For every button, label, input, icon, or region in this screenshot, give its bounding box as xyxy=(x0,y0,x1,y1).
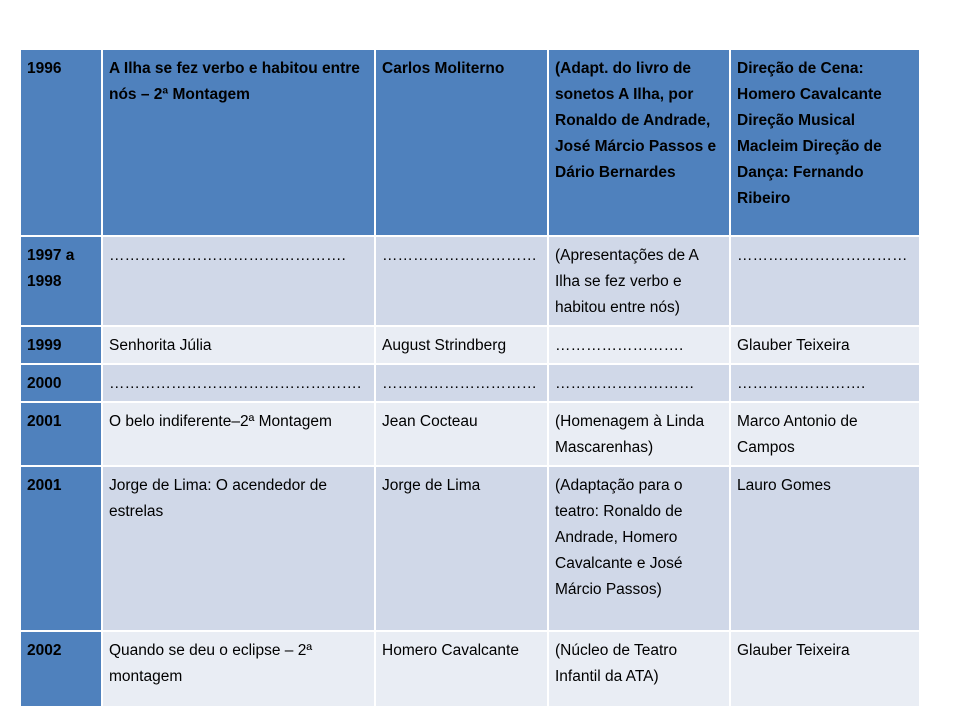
author-cell: Carlos Moliterno xyxy=(375,49,548,236)
title-cell: Senhorita Júlia xyxy=(102,326,375,364)
year-cell: 2001 xyxy=(20,466,102,631)
year-cell: 2001 xyxy=(20,402,102,466)
notes-cell: (Núcleo de Teatro Infantil da ATA) xyxy=(548,631,730,707)
productions-table xyxy=(19,48,921,708)
table-row xyxy=(20,466,920,631)
director-cell: Lauro Gomes xyxy=(730,466,920,631)
director-cell: …………………………… xyxy=(730,236,920,326)
director-cell: Glauber Teixeira xyxy=(730,631,920,707)
title-cell: Quando se deu o eclipse – 2ª montagem xyxy=(102,631,375,707)
notes-cell: (Adaptação para o teatro: Ronaldo de Andrade, Homero Cavalcante e José Márcio Passos) xyxy=(548,466,730,631)
table-row xyxy=(20,236,920,326)
year-cell: 1997 a 1998 xyxy=(20,236,102,326)
table-row xyxy=(20,364,920,402)
title-cell: O belo indiferente–2ª Montagem xyxy=(102,402,375,466)
year-cell: 2002 xyxy=(20,631,102,707)
title-cell: A Ilha se fez verbo e habitou entre nós – 2ª Montagem xyxy=(102,49,375,236)
title-cell: ………………………………………. xyxy=(102,236,375,326)
table-row xyxy=(20,326,920,364)
title-cell: …………………………………………. xyxy=(102,364,375,402)
author-cell: August Strindberg xyxy=(375,326,548,364)
table-row xyxy=(20,402,920,466)
director-cell: Direção de Cena: Homero Cavalcante Direção Musical Macleim Direção de Dança: Fernando Ribeiro xyxy=(730,49,920,236)
notes-cell: (Adapt. do livro de sonetos A Ilha, por Ronaldo de Andrade, José Márcio Passos e Dário Bernardes xyxy=(548,49,730,236)
notes-cell: ……………………… xyxy=(548,364,730,402)
notes-cell: ……………………. xyxy=(548,326,730,364)
author-cell: ………………………… xyxy=(375,236,548,326)
director-cell: Marco Antonio de Campos xyxy=(730,402,920,466)
director-cell: Glauber Teixeira xyxy=(730,326,920,364)
notes-cell: (Apresentações de A Ilha se fez verbo e habitou entre nós) xyxy=(548,236,730,326)
author-cell: Jorge de Lima xyxy=(375,466,548,631)
year-cell: 1996 xyxy=(20,49,102,236)
table-row xyxy=(20,49,920,236)
author-cell: Jean Cocteau xyxy=(375,402,548,466)
author-cell: Homero Cavalcante xyxy=(375,631,548,707)
title-cell: Jorge de Lima: O acendedor de estrelas xyxy=(102,466,375,631)
year-cell: 2000 xyxy=(20,364,102,402)
author-cell: ………………………… xyxy=(375,364,548,402)
table-row xyxy=(20,631,920,707)
notes-cell: (Homenagem à Linda Mascarenhas) xyxy=(548,402,730,466)
director-cell: ……………………. xyxy=(730,364,920,402)
year-cell: 1999 xyxy=(20,326,102,364)
